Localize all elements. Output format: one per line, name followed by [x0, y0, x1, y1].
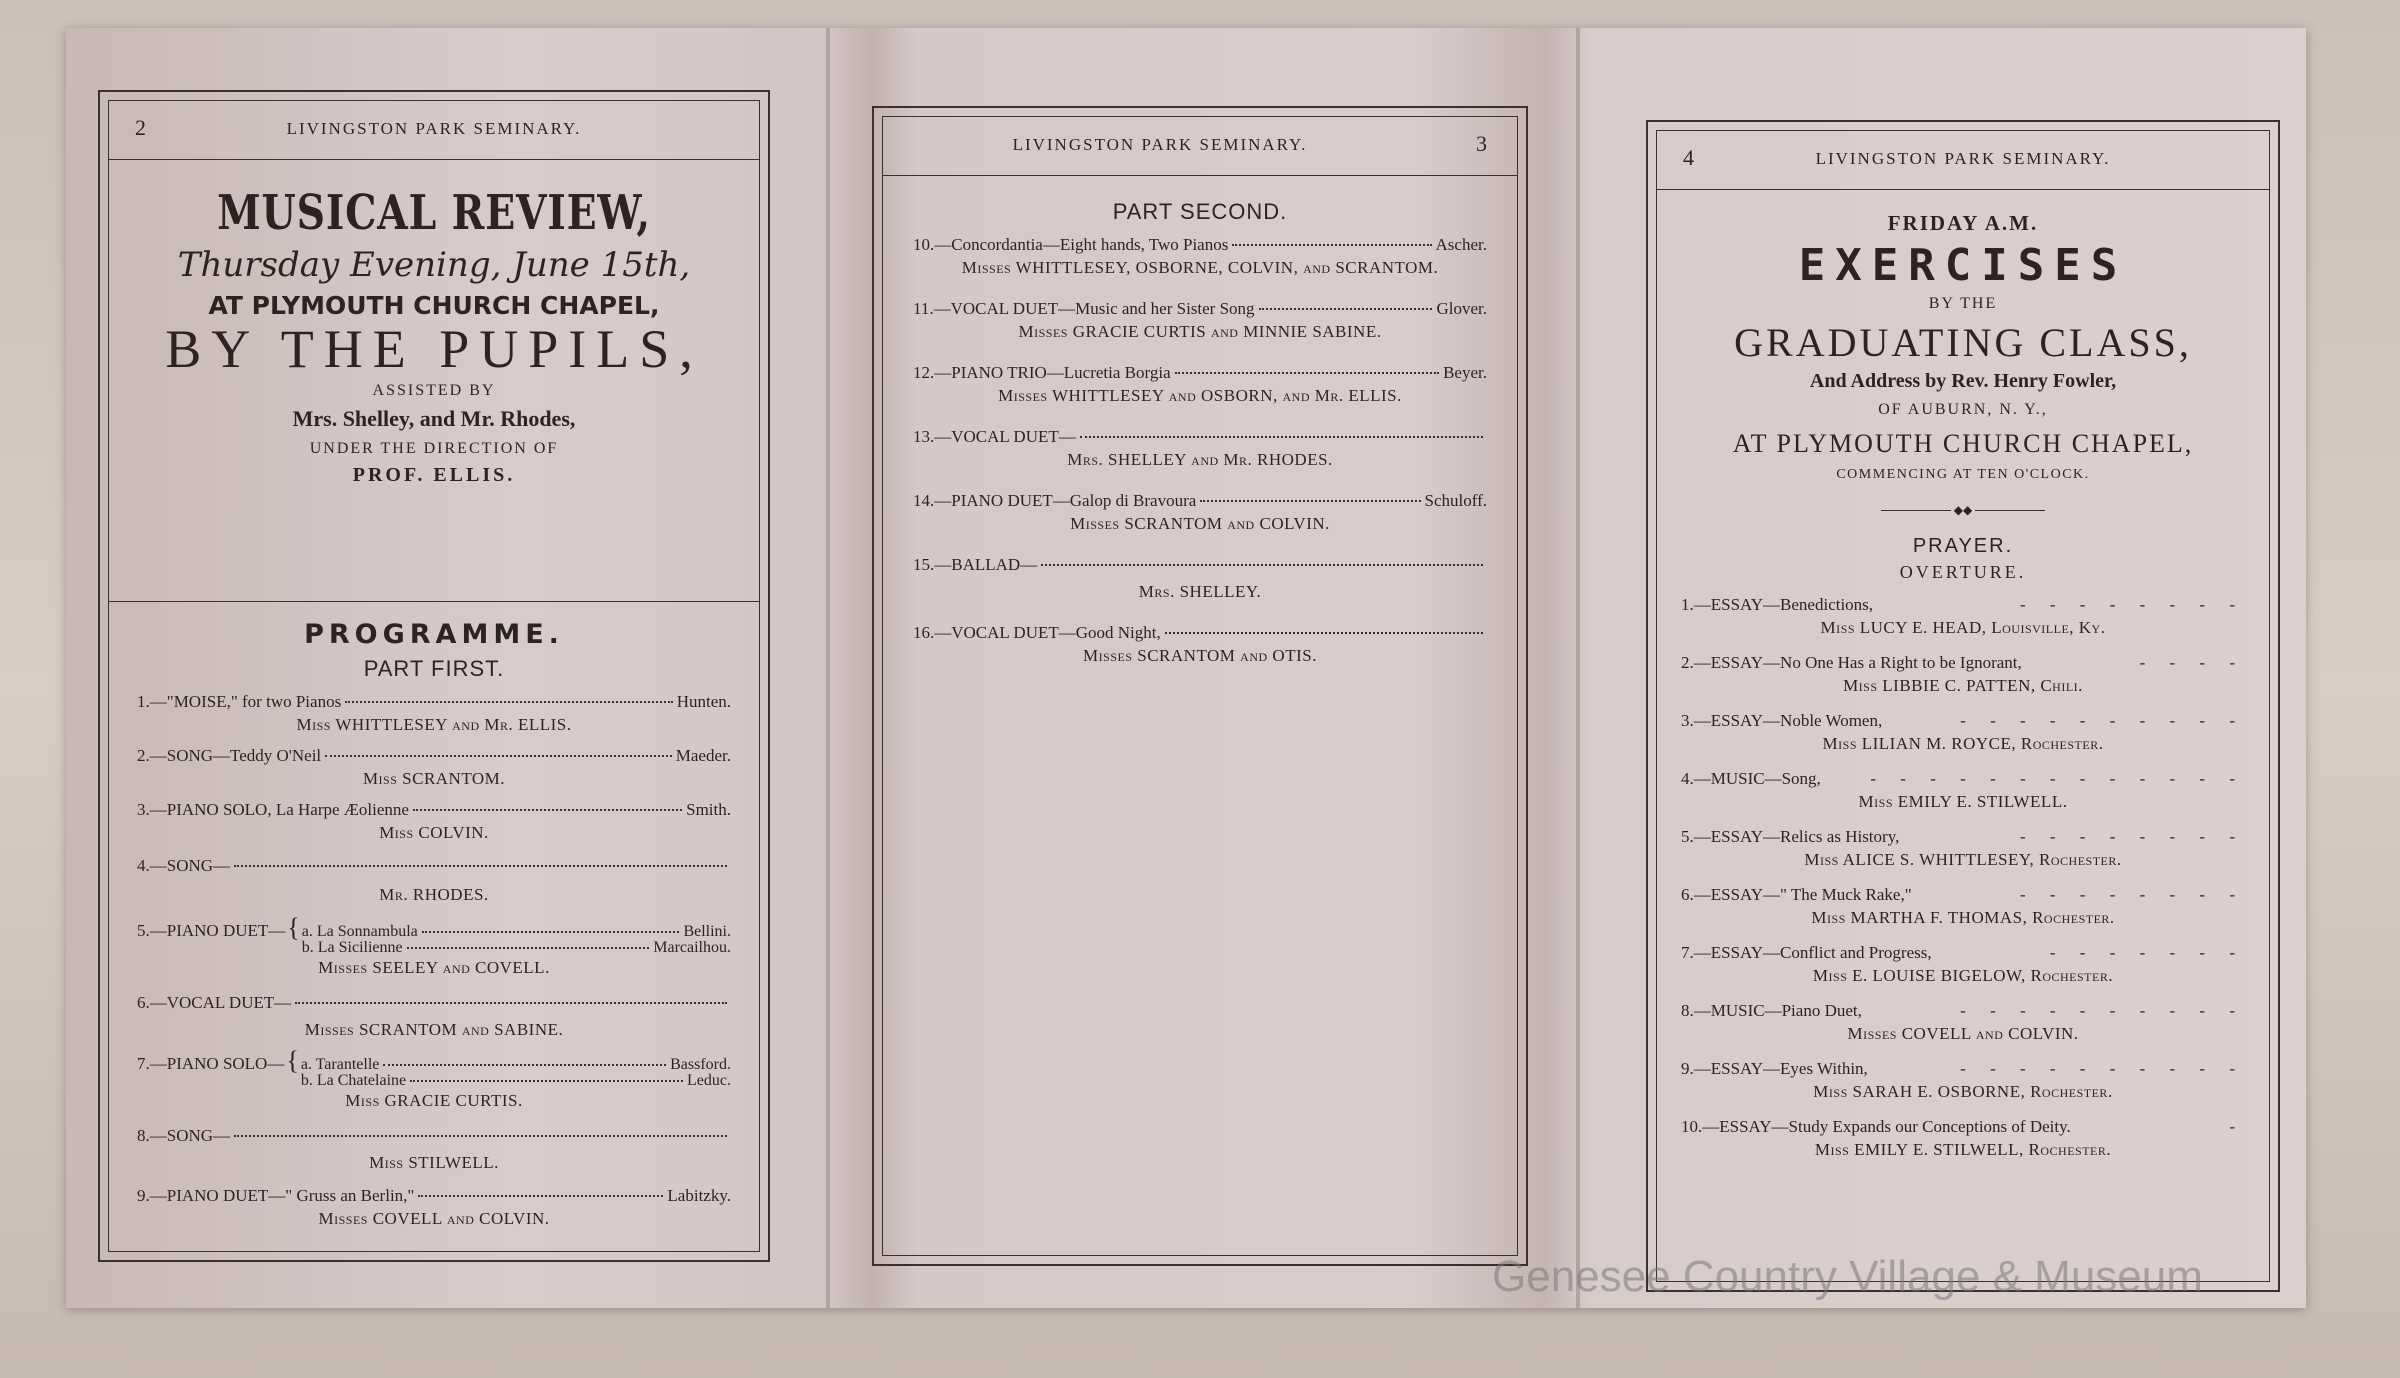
friday-heading: FRIDAY A.M. [1887, 211, 2039, 235]
left-page [98, 90, 770, 1262]
exercise-item: 10.—ESSAY—Study Expands our Conceptions of Deity. - Miss EMILY E. STILWELL, Rochester. [1681, 1117, 2245, 1159]
assistants: Mrs. Shelley, and Mr. Rhodes, [292, 406, 576, 431]
programme-item: 11.—VOCAL DUET—Music and her Sister Song Glover. Misses GRACIE CURTIS and MINNIE SABINE. [913, 299, 1487, 341]
venue-line: AT PLYMOUTH CHURCH CHAPEL, [1732, 429, 2194, 458]
middle-running-head [883, 117, 1517, 176]
musical-review-title: MUSICAL REVIEW, [217, 185, 651, 241]
programme-item: 14.—PIANO DUET—Galop di Bravoura Schuloff. Misses SCRANTOM and COLVIN. [913, 491, 1487, 533]
programme-item: 10.—Concordantia—Eight hands, Two Pianos Ascher. Misses WHITTLESEY, OSBORNE, COLVIN, and SCRANTOM. [913, 235, 1487, 277]
programme-item: 7.—PIANO SOLO— { a. Tarantelle Bassford. b. La Chatelaine Leduc. Miss GRACIE CURTIS. [137, 1046, 731, 1110]
graduating-class: GRADUATING CLASS, [1734, 320, 2192, 365]
part-first-heading: PART FIRST. [363, 656, 505, 681]
programme-item: 6.—VOCAL DUET— Misses SCRANTOM and SABINE. [137, 991, 731, 1041]
fold-crease [826, 28, 830, 1308]
exercise-item: 4.—MUSIC—Song, - - - - - - - - - - - - - Miss EMILY E. STILWELL. [1681, 769, 2245, 811]
part-second-heading: PART SECOND. [1112, 199, 1288, 224]
divider-rule [109, 601, 759, 602]
page-number: 2 [135, 115, 146, 140]
by-the: BY THE [1928, 295, 1998, 312]
exercise-item: 1.—ESSAY—Benedictions, - - - - - - - - Miss LUCY E. HEAD, Louisville, Ky. [1681, 595, 2245, 637]
page-header: LIVINGSTON PARK SEMINARY. [1012, 135, 1308, 154]
right-page [1646, 120, 2280, 1292]
exercises-title: EXERCISES [1798, 240, 2128, 291]
left-running-head [109, 101, 759, 160]
right-running-head [1657, 131, 2269, 190]
programme-item: 2.—SONG—Teddy O'Neil Maeder. Miss SCRANTOM. [137, 746, 731, 788]
programme-item: 16.—VOCAL DUET—Good Night, Misses SCRANTOM and OTIS. [913, 621, 1487, 667]
exercise-item: 3.—ESSAY—Noble Women, - - - - - - - - - - Miss LILIAN M. ROYCE, Rochester. [1681, 711, 2245, 753]
programme-item: 1.—"MOISE," for two Pianos Hunten. Miss WHITTLESEY and Mr. ELLIS. [137, 692, 731, 734]
venue-line: AT PLYMOUTH CHURCH CHAPEL, [208, 291, 660, 320]
director-name: PROF. ELLIS. [352, 464, 516, 486]
exercise-item: 5.—ESSAY—Relics as History, - - - - - - - - Miss ALICE S. WHITTLESEY, Rochester. [1681, 827, 2245, 869]
by-the-pupils: BY THE PUPILS, [165, 319, 703, 379]
page-header: LIVINGSTON PARK SEMINARY. [286, 119, 582, 138]
exercise-item: 9.—ESSAY—Eyes Within, - - - - - - - - - - Miss SARAH E. OSBORNE, Rochester. [1681, 1059, 2245, 1101]
assisted-by: ASSISTED BY [372, 382, 496, 399]
date-line: Thursday Evening, June 15th, [177, 245, 691, 285]
programme-sheet [66, 28, 2306, 1308]
programme-item: 12.—PIANO TRIO—Lucretia Borgia Beyer. Misses WHITTLESEY and OSBORN, and Mr. ELLIS. [913, 363, 1487, 405]
auburn-line: OF AUBURN, N. Y., [1878, 401, 2048, 418]
programme-heading: PROGRAMME. [304, 619, 564, 650]
museum-watermark: Genesee Country Village & Museum [1492, 1252, 2203, 1301]
programme-item: 5.—PIANO DUET— { a. La Sonnambula Bellini. b. La Sicilienne Marcailhou. Misses SEELEY and COVELL. [137, 913, 731, 977]
programme-item: 9.—PIANO DUET—" Gruss an Berlin," Labitzky. Misses COVELL and COLVIN. [137, 1186, 731, 1228]
middle-page [872, 106, 1528, 1266]
programme-item: 3.—PIANO SOLO, La Harpe Æolienne Smith. Miss COLVIN. [137, 800, 731, 842]
page-header: LIVINGSTON PARK SEMINARY. [1815, 149, 2111, 168]
page-number: 3 [1476, 131, 1487, 156]
address-line: And Address by Rev. Henry Fowler, [1809, 370, 2117, 392]
exercise-item: 2.—ESSAY—No One Has a Right to be Ignorant, - - - - Miss LIBBIE C. PATTEN, Chili. [1681, 653, 2245, 695]
exercise-item: 8.—MUSIC—Piano Duet, - - - - - - - - - - Misses COVELL and COLVIN. [1681, 1001, 2245, 1043]
ornament-rule: ◆◆ [1681, 501, 2245, 519]
exercise-item: 7.—ESSAY—Conflict and Progress, - - - - - - - Miss E. LOUISE BIGELOW, Rochester. [1681, 943, 2245, 985]
programme-item: 13.—VOCAL DUET— Mrs. SHELLEY and Mr. RHODES. [913, 425, 1487, 471]
time-line: COMMENCING AT TEN O'CLOCK. [1836, 467, 2090, 482]
overture-heading: OVERTURE. [1899, 562, 2027, 582]
prayer-heading: PRAYER. [1912, 535, 2014, 557]
direction-line: UNDER THE DIRECTION OF [309, 440, 559, 457]
page-number: 4 [1683, 145, 1694, 170]
programme-item: 15.—BALLAD— Mrs. SHELLEY. [913, 553, 1487, 603]
fold-crease [1576, 28, 1580, 1308]
exercise-item: 6.—ESSAY—" The Muck Rake," - - - - - - - - Miss MARTHA F. THOMAS, Rochester. [1681, 885, 2245, 927]
programme-item: 8.—SONG— Miss STILWELL. [137, 1124, 731, 1174]
programme-item: 4.—SONG— Mr. RHODES. [137, 854, 731, 906]
